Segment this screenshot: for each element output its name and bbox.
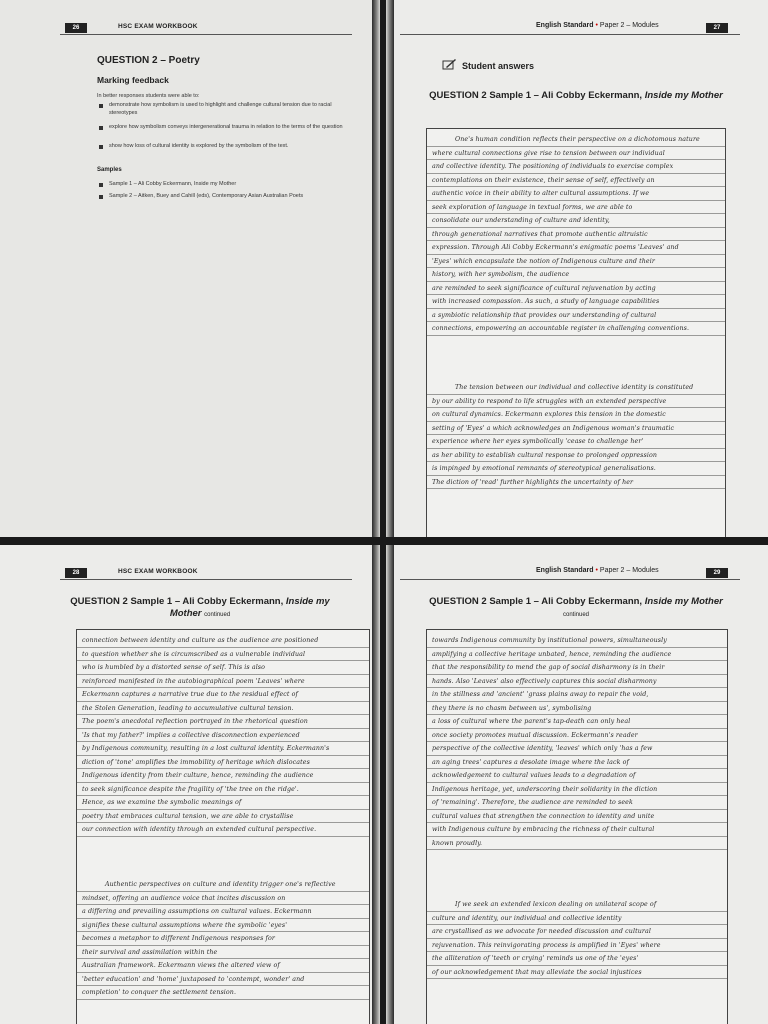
handwritten-line: by Indigenous community, resulting in a lost cultural identity. Eckermann's xyxy=(77,742,369,756)
sample-title: QUESTION 2 Sample 1 – Ali Cobby Eckermann, Inside my Mother xyxy=(429,90,723,101)
handwritten-line: and collective identity. The positioning of individuals to exercise complex xyxy=(427,160,725,174)
handwritten-line: reinforced manifested in the autobiographical poem 'Leaves' where xyxy=(77,675,369,689)
answer-paragraph xyxy=(77,878,369,1000)
handwritten-line: that the responsibility to mend the gap of social disharmony is in their xyxy=(427,661,727,675)
handwritten-line: where cultural connections give rise to tension between our individual xyxy=(427,147,725,161)
header-rule xyxy=(400,34,740,35)
page-27 xyxy=(386,0,768,537)
handwritten-line: known proudly. xyxy=(427,837,727,851)
page-number: 29 xyxy=(706,568,728,578)
handwritten-line: is impinged by emotional remnants of stereotypical generalisations. xyxy=(427,462,725,476)
handwritten-line: cultural values that strengthen the connection to identity and unite xyxy=(427,810,727,824)
handwritten-answer xyxy=(426,629,728,1024)
handwritten-line: The diction of 'read' further highlights the uncertainty of her xyxy=(427,476,725,490)
handwritten-line: perspective of the collective identity, 'leaves' which only 'has a few xyxy=(427,742,727,756)
page-gutter xyxy=(372,545,380,1024)
handwritten-line: signifies these cultural assumptions where the symbolic 'eyes' xyxy=(77,919,369,933)
handwritten-line: our connection with identity through an extended cultural perspective. xyxy=(77,823,369,837)
feedback-bullet: explore how symbolism conveys intergenerational trauma in relation to the terms of the question xyxy=(97,124,361,132)
handwritten-line: acknowledgement to cultural values leads to a degradation of xyxy=(427,769,727,783)
handwritten-line: an aging trees' captures a desolate image where the lack of xyxy=(427,756,727,770)
handwritten-line: who is humbled by a distorted sense of self. This is also xyxy=(77,661,369,675)
handwritten-line: seek exploration of language in textual forms, we are able to xyxy=(427,201,725,215)
handwritten-line: Indigenous heritage, yet, underscoring their solidarity in the diction xyxy=(427,783,727,797)
handwritten-line: culture and identity, our individual and collective identity xyxy=(427,912,727,926)
intro-text: In better responses students were able to: xyxy=(97,93,200,99)
handwritten-line: through generational narratives that promote authentic altruistic xyxy=(427,228,725,242)
page-28 xyxy=(0,545,380,1024)
handwritten-line: 'Is that my father?' implies a collective disconnection experienced xyxy=(77,729,369,743)
handwritten-line: with increased compassion. As such, a study of language capabilities xyxy=(427,295,725,309)
handwritten-line: The tension between our individual and collective identity is constituted xyxy=(427,381,725,395)
answer-paragraph xyxy=(427,898,727,979)
header-rule xyxy=(60,579,352,580)
handwritten-line: by our ability to respond to life struggles with an extended perspective xyxy=(427,395,725,409)
handwritten-line: becomes a metaphor to different Indigenous responses for xyxy=(77,932,369,946)
answer-paragraph xyxy=(427,634,727,850)
page-29 xyxy=(386,545,768,1024)
handwritten-line: experience where her eyes symbolically 'cease to challenge her' xyxy=(427,435,725,449)
page-number: 28 xyxy=(65,568,87,578)
answer-paragraph xyxy=(427,381,725,489)
handwritten-line: connections, empowering an accountable register in challenging conventions. xyxy=(427,322,725,336)
handwritten-line: contemplations on their existence, their sense of self, effectively an xyxy=(427,174,725,188)
handwritten-line: Hence, as we examine the symbolic meanings of xyxy=(77,796,369,810)
handwritten-line: a loss of cultural where the parent's tap-death can only heal xyxy=(427,715,727,729)
sample-title: QUESTION 2 Sample 1 – Ali Cobby Eckermann, Inside my Mother continued xyxy=(70,596,330,619)
handwritten-line: connection between identity and culture as the audience are positioned xyxy=(77,634,369,648)
series-label: English Standard • Paper 2 – Modules xyxy=(536,567,659,574)
handwritten-line: of 'remaining'. Therefore, the audience are reminded to seek xyxy=(427,796,727,810)
handwritten-line: hands. Also 'Leaves' also effectively captures this social disharmony xyxy=(427,675,727,689)
handwritten-line: are crystallised as we advocate for needed discussion and cultural xyxy=(427,925,727,939)
handwritten-line: once society promotes mutual discussion. Eckermann's reader xyxy=(427,729,727,743)
handwritten-line: they there is no chasm between us', symbolising xyxy=(427,702,727,716)
handwritten-line: setting of 'Eyes' a which acknowledges an Indigenous woman's traumatic xyxy=(427,422,725,436)
header-rule xyxy=(400,579,740,580)
handwritten-line: a differing and prevailing assumptions on cultural values. Eckermann xyxy=(77,905,369,919)
page-number: 26 xyxy=(65,23,87,33)
page-number: 27 xyxy=(706,23,728,33)
student-answers-heading: Student answers xyxy=(462,61,535,71)
page-26 xyxy=(0,0,380,537)
handwritten-line: 'better education' and 'home' juxtaposed to 'contempt, wonder' and xyxy=(77,973,369,987)
handwritten-line: of our acknowledgement that may alleviate the social injustices xyxy=(427,966,727,980)
handwritten-line: with Indigenous culture by embracing the richness of their cultural xyxy=(427,823,727,837)
handwritten-line: on cultural dynamics. Eckermann explores this tension in the domestic xyxy=(427,408,725,422)
sample-item: Sample 1 – Ali Cobby Eckermann, Inside my Mother xyxy=(97,181,361,189)
handwritten-answer xyxy=(76,629,370,1024)
handwritten-line: the alliteration of 'teeth or crying' reminds us one of the 'eyes' xyxy=(427,952,727,966)
feedback-bullet: demonstrate how symbolism is used to highlight and challenge cultural tension due to racial stereotypes xyxy=(97,102,361,117)
sample-item: Sample 2 – Aitken, Buey and Cahill (eds), Contemporary Asian Australian Poets xyxy=(97,193,361,201)
answer-paragraph xyxy=(77,634,369,837)
handwritten-answer xyxy=(426,128,726,537)
handwritten-line: One's human condition reflects their perspective on a dichotomous nature xyxy=(427,133,725,147)
workbook-label: HSC EXAM WORKBOOK xyxy=(118,568,198,575)
handwritten-line: are reminded to seek significance of cultural rejuvenation by acting xyxy=(427,282,725,296)
page-gutter xyxy=(372,0,380,537)
handwritten-line: Authentic perspectives on culture and identity trigger one's reflective xyxy=(77,878,369,892)
question-title: QUESTION 2 – Poetry xyxy=(97,55,200,66)
header-rule xyxy=(60,34,352,35)
feedback-bullet: show how loss of cultural identity is explored by the symbolism of the text. xyxy=(97,143,361,151)
handwritten-line: a symbiotic relationship that provides our understanding of cultural xyxy=(427,309,725,323)
handwritten-line: their survival and assimilation within the xyxy=(77,946,369,960)
handwritten-line: amplifying a collective heritage unbated, hence, reminding the audience xyxy=(427,648,727,662)
handwritten-line: If we seek an extended lexicon dealing on unilateral scope of xyxy=(427,898,727,912)
handwritten-line: the Stolen Generation, leading to accumulative cultural tension. xyxy=(77,702,369,716)
pencil-paper-icon xyxy=(442,58,457,70)
page-gutter xyxy=(386,545,394,1024)
handwritten-line: as her ability to establish cultural response to prolonged oppression xyxy=(427,449,725,463)
handwritten-line: rejuvenation. This reinvigorating process is amplified in 'Eyes' where xyxy=(427,939,727,953)
handwritten-line: completion' to conquer the settlement tension. xyxy=(77,986,369,1000)
sample-title: QUESTION 2 Sample 1 – Ali Cobby Eckermann, Inside my Mother continued xyxy=(429,596,723,618)
handwritten-line: Eckermann captures a narrative true due to the residual effect of xyxy=(77,688,369,702)
handwritten-line: authentic voice in their ability to alter cultural assumptions. If we xyxy=(427,187,725,201)
handwritten-line: towards Indigenous community by institutional powers, simultaneously xyxy=(427,634,727,648)
handwritten-line: 'Eyes' which encapsulate the notion of Indigenous culture and their xyxy=(427,255,725,269)
handwritten-line: expression. Through Ali Cobby Eckermann's enigmatic poems 'Leaves' and xyxy=(427,241,725,255)
handwritten-line: consolidate our understanding of culture and identity, xyxy=(427,214,725,228)
handwritten-line: in the stillness and 'ancient' 'grass plains away to repair the void, xyxy=(427,688,727,702)
handwritten-line: The poem's anecdotal reflection portrayed in the rhetorical question xyxy=(77,715,369,729)
answer-paragraph xyxy=(427,133,725,336)
workbook-label: HSC EXAM WORKBOOK xyxy=(118,23,198,30)
handwritten-line: history, with her symbolism, the audience xyxy=(427,268,725,282)
samples-heading: Samples xyxy=(97,167,122,173)
handwritten-line: mindset, offering an audience voice that incites discussion on xyxy=(77,892,369,906)
handwritten-line: to seek significance despite the fragility of 'the tree on the ridge'. xyxy=(77,783,369,797)
handwritten-line: to question whether she is circumscribed as a vulnerable individual xyxy=(77,648,369,662)
series-label: English Standard • Paper 2 – Modules xyxy=(536,22,659,29)
handwritten-line: Indigenous identity from their culture, hence, reminding the audience xyxy=(77,769,369,783)
page-gutter xyxy=(386,0,394,537)
section-title: Marking feedback xyxy=(97,75,169,85)
handwritten-line: diction of 'tone' amplifies the immobility of heritage which dislocates xyxy=(77,756,369,770)
handwritten-line: Australian framework. Eckermann views the altered view of xyxy=(77,959,369,973)
handwritten-line: poetry that embraces cultural tension, we are able to crystallise xyxy=(77,810,369,824)
